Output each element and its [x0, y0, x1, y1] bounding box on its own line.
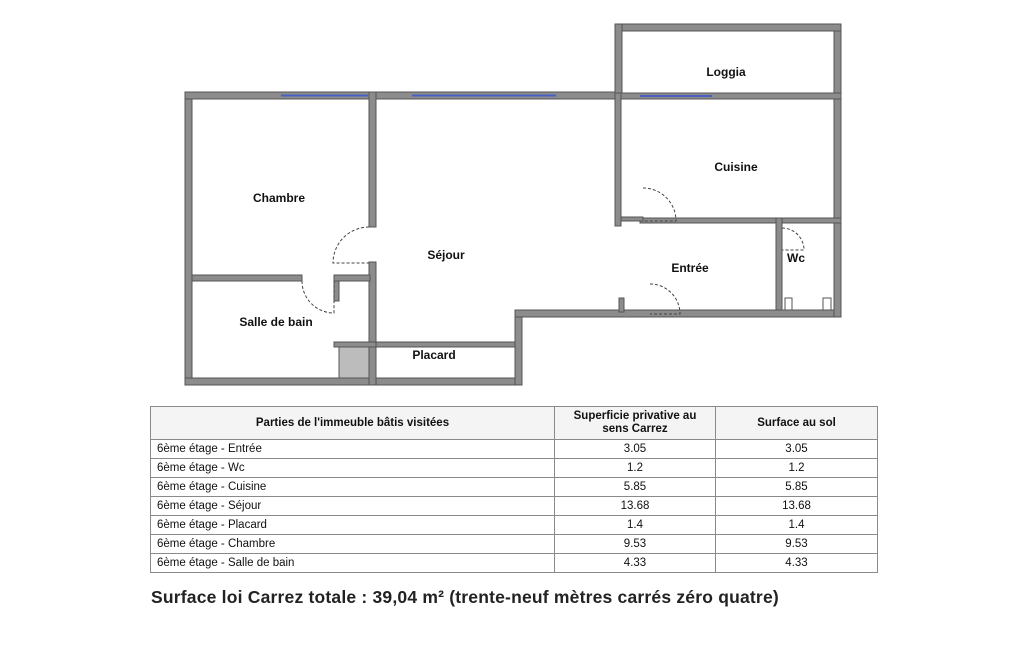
cell-carrez: 1.2 — [555, 459, 716, 478]
header-part: Parties de l'immeuble bâtis visitées — [151, 407, 555, 440]
table-row — [151, 478, 878, 497]
wall-entree-stub-left — [619, 298, 624, 312]
label-placard: Placard — [412, 348, 456, 362]
table-row — [151, 459, 878, 478]
wc-fixture-left — [785, 298, 792, 310]
closet-shaft — [339, 347, 369, 378]
table-header-row — [151, 407, 878, 440]
cell-part: 6ème étage - Cuisine — [151, 478, 555, 497]
door-sdb — [302, 281, 334, 313]
label-cuisine: Cuisine — [714, 160, 758, 174]
cell-carrez: 9.53 — [555, 535, 716, 554]
door-chambre — [333, 227, 369, 263]
cell-carrez: 3.05 — [555, 440, 716, 459]
door-cuisine — [643, 188, 676, 221]
cell-sol: 5.85 — [716, 478, 878, 497]
wc-fixture-right — [823, 298, 831, 310]
cell-part: 6ème étage - Placard — [151, 516, 555, 535]
label-salle-de-bain: Salle de bain — [239, 315, 313, 329]
cell-part: 6ème étage - Wc — [151, 459, 555, 478]
label-sejour: Séjour — [427, 248, 465, 262]
cell-sol: 3.05 — [716, 440, 878, 459]
cell-sol: 4.33 — [716, 554, 878, 573]
header-sol: Surface au sol — [716, 407, 878, 440]
table-row — [151, 440, 878, 459]
wall-outer-left — [185, 92, 192, 385]
table-row — [151, 554, 878, 573]
wall-chambre-sejour-upper — [369, 92, 376, 227]
cell-carrez: 5.85 — [555, 478, 716, 497]
cell-part: 6ème étage - Chambre — [151, 535, 555, 554]
wall-sdb-closet-top — [334, 342, 376, 347]
cell-part: 6ème étage - Séjour — [151, 497, 555, 516]
windows — [281, 96, 712, 97]
table-row — [151, 516, 878, 535]
door-wc — [782, 228, 804, 250]
wall-sejour-cuisine — [615, 93, 621, 226]
label-entree: Entrée — [671, 261, 709, 275]
wall-outer-right-placard — [515, 310, 522, 385]
cell-sol: 1.4 — [716, 516, 878, 535]
total-surface-text: Surface loi Carrez totale : 39,04 m² (trente-neuf mètres carrés zéro quatre) — [151, 587, 779, 607]
header-carrez: Superficie privative au sens Carrez — [555, 407, 716, 440]
wall-outer-right — [834, 24, 841, 317]
table-row — [151, 497, 878, 516]
wall-loggia-top — [615, 24, 841, 31]
cell-sol: 13.68 — [716, 497, 878, 516]
wall-outer-bottom-right — [515, 310, 841, 317]
wall-chambre-sdb — [192, 275, 302, 281]
wall-chambre-sdb-right — [334, 275, 370, 281]
cell-sol: 1.2 — [716, 459, 878, 478]
wall-cuisine-stub — [621, 217, 643, 221]
cell-sol: 9.53 — [716, 535, 878, 554]
wc-fixtures — [785, 298, 831, 310]
label-wc: Wc — [787, 251, 805, 265]
doors — [302, 188, 804, 314]
cell-carrez: 4.33 — [555, 554, 716, 573]
wall-placard-top — [376, 342, 515, 347]
label-loggia: Loggia — [706, 65, 746, 79]
wall-sdb-closet-side — [334, 281, 339, 301]
surface-table — [150, 406, 878, 573]
wall-outer-bottom-left — [185, 378, 522, 385]
wall-loggia-left — [615, 24, 622, 99]
wall-wc-left — [776, 218, 782, 310]
cell-part: 6ème étage - Salle de bain — [151, 554, 555, 573]
cell-part: 6ème étage - Entrée — [151, 440, 555, 459]
cell-carrez: 1.4 — [555, 516, 716, 535]
label-chambre: Chambre — [252, 191, 306, 205]
cell-carrez: 13.68 — [555, 497, 716, 516]
table-row — [151, 535, 878, 554]
